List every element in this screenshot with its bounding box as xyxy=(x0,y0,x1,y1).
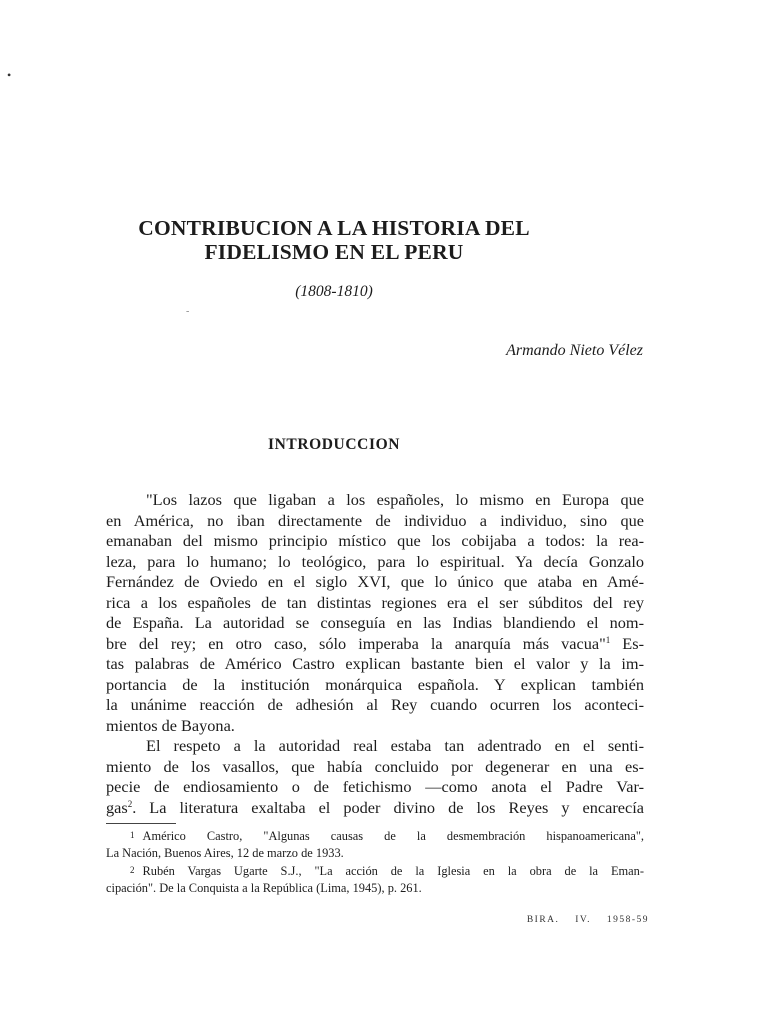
footnote-number: 2 xyxy=(130,865,135,875)
scan-mark: • xyxy=(7,68,12,82)
title-line-2: FIDELISMO EN EL PERU xyxy=(204,240,464,264)
body-line: "Los lazos que ligaban a los españoles, lo mismo en Europa que xyxy=(146,490,644,509)
body-line: rica a los españoles de tan distintas regiones era el ser súbditos del rey xyxy=(106,592,644,612)
article-author: Armando Nieto Vélez xyxy=(506,342,643,359)
scan-speck: - xyxy=(186,306,190,317)
body-line-text: gas xyxy=(106,797,128,817)
body-line-text: . La literatura exaltaba el poder divino de los Reyes y encarecía xyxy=(132,797,644,817)
body-line-text: bre del rey; en otro caso, sólo imperaba la anarquía más vacua" xyxy=(106,633,606,653)
article-title xyxy=(88,216,580,264)
footer-years: 1958-59 xyxy=(606,915,649,925)
body-line: tas palabras de Américo Castro explican bastante bien el valor y la im- xyxy=(106,654,644,673)
body-line: portancia de la institución monárquica española. Y explican también xyxy=(106,674,644,694)
body-line: leza, para lo humano; lo teológico, para lo espiritual. Ya decía Gonzalo xyxy=(106,551,644,571)
footer-volume: IV. xyxy=(575,915,591,925)
body-line: de España. La autoridad se conseguía en las Indias blandiendo el nom- xyxy=(106,613,644,632)
body-line: mientos de Bayona. xyxy=(106,715,235,735)
body-line xyxy=(106,634,644,655)
footnote-ref-2: 2 xyxy=(127,798,133,809)
footnote-line: cipación". De la Conquista a la República (Lima, 1945), p. 261. xyxy=(106,881,422,895)
footer-journal: BIRA. xyxy=(526,915,560,925)
body-line: pecie de endiosamiento o de fetichismo —como anota el Padre Var- xyxy=(106,777,644,796)
body-line xyxy=(106,798,644,819)
footnote-number: 1 xyxy=(130,830,135,840)
footnote-line xyxy=(106,827,644,845)
page-footer xyxy=(515,915,649,925)
body-line: en América, no iban directamente de individuo a individuo, sino que xyxy=(106,510,644,530)
footnote-line xyxy=(106,862,644,880)
section-heading: INTRODUCCION xyxy=(267,436,401,453)
body-line: miento de los vasallos, que había concluido por degenerar en una es- xyxy=(106,756,644,776)
body-line-text: Es- xyxy=(610,633,644,653)
footnote-line: La Nación, Buenos Aires, 12 de marzo de 1933. xyxy=(106,846,344,860)
footnote-divider xyxy=(106,823,176,824)
body-line: la unánime reacción de adhesión al Rey cuando ocurren los aconteci- xyxy=(106,695,644,714)
article-dates: (1808-1810) xyxy=(295,283,373,300)
title-line-1: CONTRIBUCION A LA HISTORIA DEL xyxy=(138,216,530,240)
body-line: El respeto a la autoridad real estaba tan adentrado en el senti- xyxy=(146,736,644,755)
body-line: emanaban del mismo principio místico que los cobijaba a todos: la rea- xyxy=(106,531,644,550)
footnote-text: Américo Castro, "Algunas causas de la desmembración hispanoamericana", xyxy=(142,829,644,843)
body-text xyxy=(106,490,644,818)
footnote-ref-1: 1 xyxy=(605,634,611,645)
body-line: Fernández de Oviedo en el siglo XVI, que lo único que ataba en Amé- xyxy=(106,572,644,591)
footnotes xyxy=(106,827,644,897)
footnote-text: Rubén Vargas Ugarte S.J., "La acción de la Iglesia en la obra de la Eman- xyxy=(142,864,644,878)
